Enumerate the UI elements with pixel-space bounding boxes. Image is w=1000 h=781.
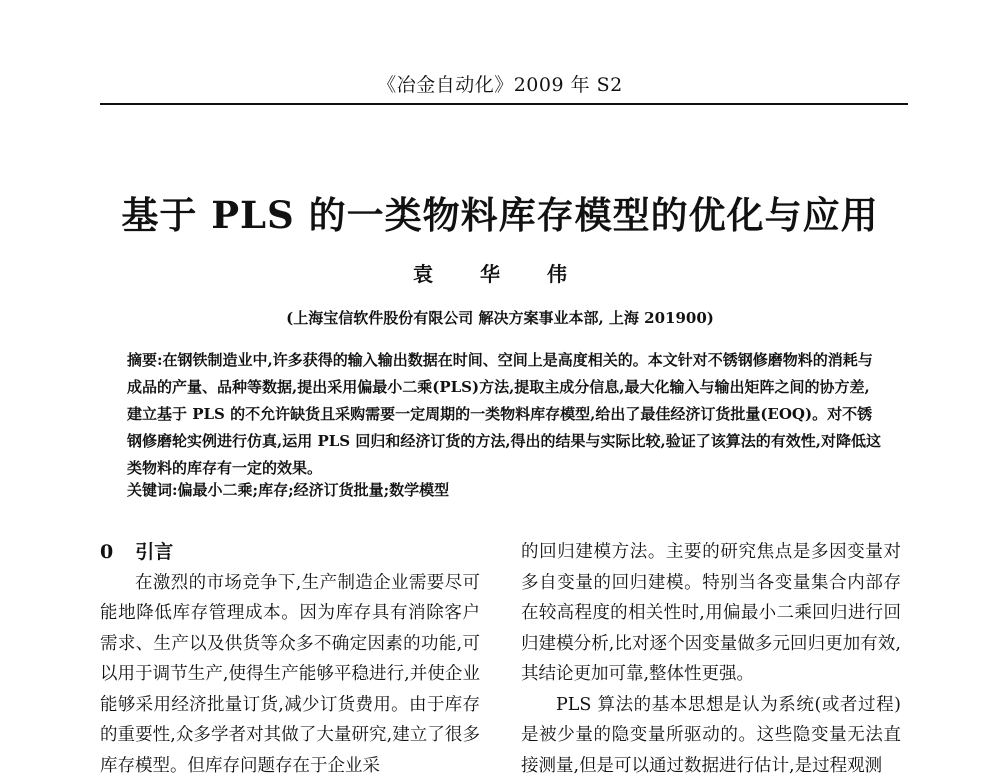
right-column [521, 537, 901, 781]
left-column [100, 537, 480, 781]
paragraph: 的回归建模方法。主要的研究焦点是多因变量对多自变量的回归建模。特别当各变量集合内部存在较高程度的相关性时,用偏最小二乘回归进行回归建模分析,比对逐个因变量做多元回归更加有效,其结论更加可靠,整体性更强。 [521, 537, 901, 690]
keywords-label: 关键词: [127, 481, 178, 499]
section-heading [100, 537, 480, 568]
paragraph: 在激烈的市场竞争下,生产制造企业需要尽可能地降低库存管理成本。因为库存具有消除客户需求、生产以及供货等众多不确定因素的功能,可以用于调节生产,使得生产能够平稳进行,并使企业能够采用经济批量订货,减少订货费用。由于库存的重要性,众多学者对其做了大量研究,建立了很多库存模型。但库存问题存在于企业采 [100, 568, 480, 781]
paper-title: 基于 PLS 的一类物料库存模型的优化与应用 [0, 185, 1000, 239]
keywords [127, 479, 881, 500]
section-number: 0 [100, 541, 113, 563]
paragraph: PLS 算法的基本思想是认为系统(或者过程)是被少量的隐变量所驱动的。这些隐变量无法直接测量,但是可以通过数据进行估计,是过程观测 [521, 690, 901, 781]
abstract-text: 在钢铁制造业中,许多获得的输入输出数据在时间、空间上是高度相关的。本文针对不锈钢修磨物料的消耗与成品的产量、品种等数据,提出采用偏最小二乘(PLS)方法,提取主成分信息,最大化输入与输出矩阵之间的协方差,建立基于 PLS 的不允许缺货且采购需要一定周期的一类物料库存模型,给出了最佳经济订货批量(EOQ)。对不锈钢修磨轮实例进行仿真,运用 PLS 回归和经济订货的方法,得出的结果与实际比较,验证了该算法的有效性,对降低这类物料的库存有一定的效果。 [127, 351, 881, 477]
journal-header: 《冶金自动化》2009 年 S2 [0, 70, 1000, 97]
abstract-label: 摘要: [127, 351, 163, 369]
abstract [127, 347, 881, 482]
author: 袁 华 伟 [0, 258, 1000, 287]
affiliation: (上海宝信软件股份有限公司 解决方案事业本部, 上海 201900) [0, 307, 1000, 328]
header-rule [100, 103, 908, 105]
section-title: 引言 [135, 541, 173, 563]
keywords-text: 偏最小二乘;库存;经济订货批量;数学模型 [178, 481, 450, 499]
